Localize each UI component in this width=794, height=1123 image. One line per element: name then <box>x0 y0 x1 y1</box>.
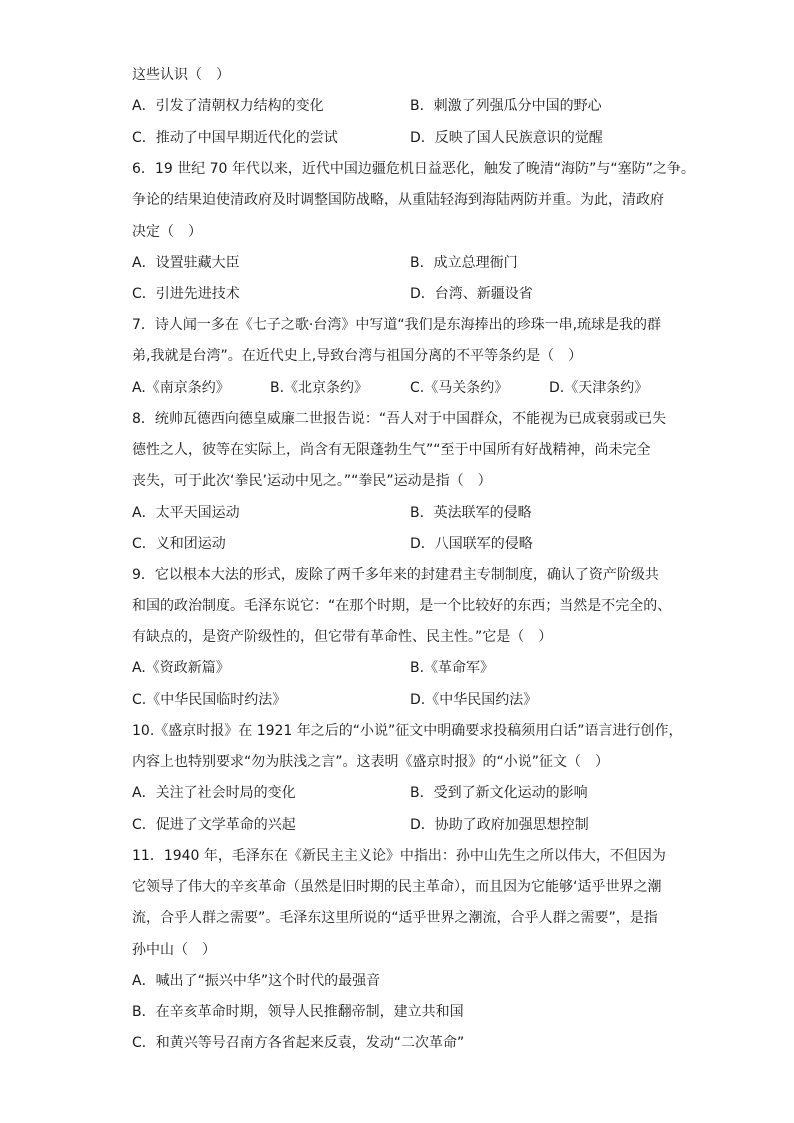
option-d: D．八国联军的侵略 <box>410 536 533 552</box>
text-line: 这些认识（ ） <box>132 67 230 83</box>
question-7-line-2: 弟,我就是台湾”。在近代史上,导致台湾与祖国分离的不平等条约是（ ） <box>132 348 583 364</box>
option-b: B．在辛亥革命时期，领导人民推翻帝制，建立共和国 <box>132 1004 464 1020</box>
option-c: C．引进先进技术 <box>132 286 240 302</box>
question-11-line-1: 11．1940 年，毛泽东在《新民主主义论》中指出：孙中山先生之所以伟大，不但因为 <box>132 848 666 864</box>
option-c: C．和黄兴等号召南方各省起来反袁，发动“二次革命” <box>132 1035 465 1051</box>
option-c: C．义和团运动 <box>132 536 226 552</box>
question-6-line-2: 争论的结果迫使清政府及时调整国防战略，从重陆轻海到海陆两防并重。为此，清政府 <box>132 192 664 208</box>
option-d: D．协助了政府加强思想控制 <box>410 817 589 833</box>
question-9-line-3: 有缺点的，是资产阶级性的，但它带有革命性、民主性。”它是（ ） <box>132 629 553 645</box>
question-7-line-1: 7．诗人闻一多在《七子之歌·台湾》中写道“我们是东海捧出的珍珠一串,琉球是我的群 <box>132 317 662 333</box>
question-8-line-1: 8．统帅瓦德西向德皇威廉二世报告说：“吾人对于中国群众，不能视为已成衰弱或已失 <box>132 411 667 427</box>
option-d: D.《中华民国约法》 <box>410 692 538 708</box>
option-a: A.《资政新篇》 <box>132 660 230 676</box>
option-c: C．促进了文学革命的兴起 <box>132 817 296 833</box>
option-a: A.《南京条约》 <box>132 380 230 396</box>
option-b: B．受到了新文化运动的影响 <box>410 785 588 801</box>
option-c: C.《马关条约》 <box>410 380 509 396</box>
question-11-line-3: 流，合乎人群之需要”。毛泽东这里所说的“适乎世界之潮流，合乎人群之需要”，是指 <box>132 910 658 926</box>
question-6-line-3: 决定（ ） <box>132 224 202 240</box>
question-9-line-2: 和国的政治制度。毛泽东说它：“在那个时期，是一个比较好的东西；当然是不完全的、 <box>132 598 672 614</box>
option-c: C．推动了中国早期近代化的尝试 <box>132 130 338 146</box>
option-c: C.《中华民国临时约法》 <box>132 692 287 708</box>
option-b: B.《北京条约》 <box>270 380 369 396</box>
question-10-line-2: 内容上也特别要求“勿为肤浅之言”。这表明《盛京时报》的“小说”征文（ ） <box>132 754 610 770</box>
question-8-line-3: 丧失，可于此次‘拳民’运动中见之。”“拳民”运动是指（ ） <box>132 473 492 489</box>
option-a: A．关注了社会时局的变化 <box>132 785 296 801</box>
option-a: A．喊出了“振兴中华”这个时代的最强音 <box>132 973 381 989</box>
option-b: B．刺激了列强瓜分中国的野心 <box>410 98 602 114</box>
option-a: A．引发了清朝权力结构的变化 <box>132 98 324 114</box>
question-10-line-1: 10.《盛京时报》在 1921 年之后的“小说”征文中明确要求投稿须用白话”语言进行创作， <box>132 723 683 739</box>
option-a: A．太平天国运动 <box>132 505 240 521</box>
option-b: B.《革命军》 <box>410 660 495 676</box>
question-11-line-4: 孙中山（ ） <box>132 942 216 958</box>
option-a: A．设置驻藏大臣 <box>132 255 240 271</box>
question-8-line-2: 德性之人，彼等在实际上，尚含有无限蓬勃生气”“至于中国所有好战精神，尚未完全 <box>132 442 651 458</box>
option-d: D．反映了国人民族意识的觉醒 <box>410 130 603 146</box>
question-6-line-1: 6．19 世纪 70 年代以来，近代中国边疆危机日益恶化，触发了晚清“海防”与“塞防”之争。 <box>132 161 695 177</box>
question-9-line-1: 9．它以根本大法的形式，废除了两千多年来的封建君主专制制度，确认了资产阶级共 <box>132 567 659 583</box>
option-b: B．英法联军的侵略 <box>410 505 532 521</box>
question-11-line-2: 它领导了伟大的辛亥革命（虽然是旧时期的民主革命），而且因为它能够‘适乎世界之潮 <box>132 879 662 895</box>
option-d: D.《天津条约》 <box>549 380 649 396</box>
option-b: B．成立总理衙门 <box>410 255 518 271</box>
option-d: D．台湾、新疆设省 <box>410 286 533 302</box>
